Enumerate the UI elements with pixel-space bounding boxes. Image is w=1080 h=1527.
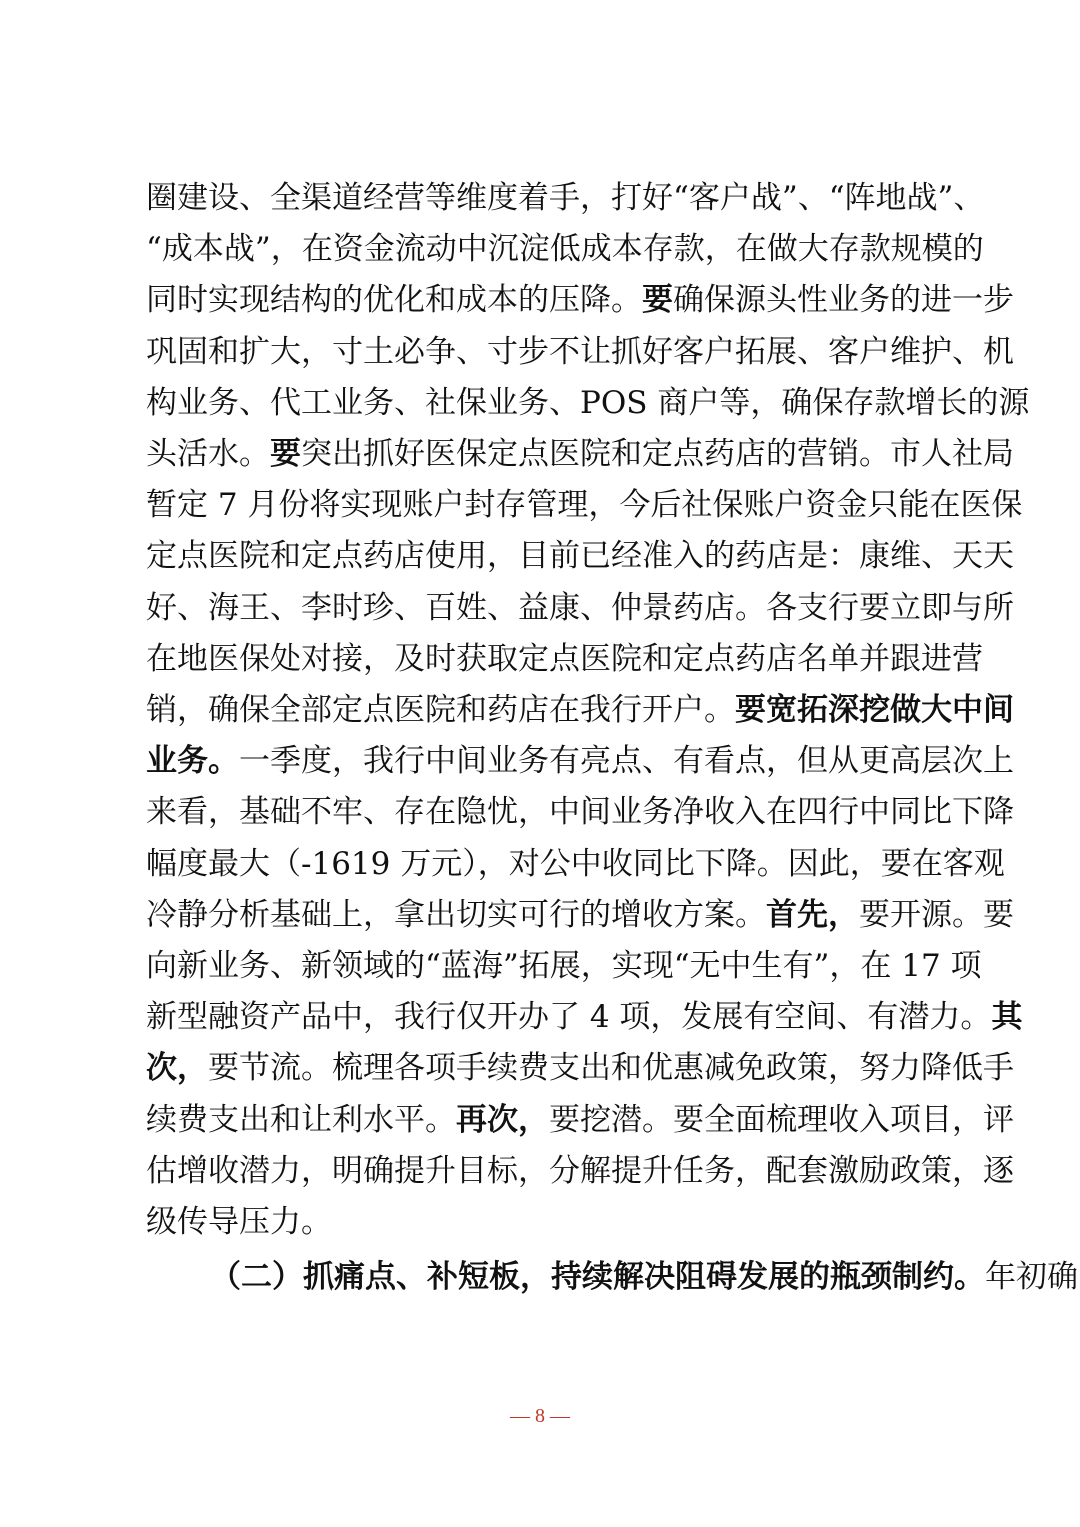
text-segment: 向新业务、新领域的“蓝海”拓展，实现“无中生有”，在 17 项 bbox=[146, 948, 982, 984]
text-line bbox=[146, 326, 1014, 378]
text-line bbox=[146, 633, 983, 685]
text-segment: 新型融资产品中，我行仅开办了 4 项，发展有空间、有潜力。 bbox=[146, 999, 992, 1036]
text-line bbox=[146, 786, 1014, 838]
text-line bbox=[146, 991, 1023, 1043]
text-segment: 一季度，我行中间业务有亮点、有看点，但从更高层次上 bbox=[239, 743, 1014, 780]
text-segment: 巩固和扩大，寸土必争、寸步不让抓好客户拓展、客户维护、机 bbox=[146, 333, 1014, 370]
page-number: — 8 — bbox=[510, 1405, 570, 1427]
bold-text-segment: 再次， bbox=[456, 1101, 549, 1138]
text-segment: 冷静分析基础上，拿出切实可行的增收方案。 bbox=[146, 896, 766, 933]
text-line bbox=[146, 428, 1014, 480]
text-segment: 幅度最大（-1619 万元），对公中收同比下降。因此，要在客观 bbox=[146, 845, 1005, 882]
text-line bbox=[146, 377, 1030, 429]
text-segment: 年初确 bbox=[985, 1259, 1078, 1296]
text-line bbox=[146, 1094, 1014, 1146]
text-segment: 销，确保全部定点医院和药店在我行开户。 bbox=[146, 692, 735, 728]
text-segment: 要节流。梳理各项手续费支出和优惠减免政策，努力降低手 bbox=[208, 1050, 1014, 1087]
text-segment: 头活水。 bbox=[146, 436, 270, 472]
bold-text-segment: 次， bbox=[146, 1050, 208, 1087]
text-line bbox=[146, 1042, 1014, 1094]
text-segment: 好、海王、李时珍、百姓、益康、仲景药店。各支行要立即与所 bbox=[146, 589, 1014, 626]
text-line bbox=[146, 479, 1023, 531]
bold-text-segment: 其 bbox=[991, 999, 1023, 1036]
text-segment: 估增收潜力，明确提升目标，分解提升任务，配套激励政策，逐 bbox=[146, 1152, 1014, 1189]
text-line bbox=[146, 735, 1014, 787]
text-line bbox=[146, 582, 1014, 634]
bold-text-segment: 首先， bbox=[766, 896, 859, 933]
text-segment: 要开源。要 bbox=[859, 896, 1014, 933]
bold-text-segment: 要 bbox=[642, 282, 673, 319]
text-line bbox=[146, 684, 1014, 736]
text-line bbox=[146, 889, 1014, 941]
text-segment: 在地医保处对接，及时获取定点医院和定点药店名单并跟进营 bbox=[146, 640, 983, 677]
text-segment: 要挖潜。要全面梳理收入项目，评 bbox=[549, 1101, 1014, 1138]
text-line bbox=[146, 838, 1005, 890]
text-line bbox=[210, 1251, 1078, 1303]
text-line bbox=[146, 940, 982, 992]
text-segment: 确保源头性业务的进一步 bbox=[673, 282, 1014, 319]
text-line bbox=[146, 1196, 946, 1248]
text-segment: 续费支出和让利水平。 bbox=[146, 1101, 456, 1138]
text-segment: 级传导压力。 bbox=[146, 1204, 332, 1240]
text-segment: 同时实现结构的优化和成本的压降。 bbox=[146, 282, 642, 319]
text-segment: 圈建设、全渠道经营等维度着手，打好“客户战”、“阵地战”、 bbox=[146, 180, 985, 216]
bold-text-segment: 要宽拓深挖做大中间 bbox=[735, 692, 1014, 728]
text-segment: 构业务、代工业务、社保业务、POS 商户等，确保存款增长的源 bbox=[146, 384, 1030, 421]
text-line bbox=[146, 274, 1014, 326]
text-segment: “成本战”，在资金流动中沉淀低成本存款，在做大存款规模的 bbox=[146, 231, 984, 268]
bold-text-segment: 业务。 bbox=[146, 743, 239, 780]
text-line bbox=[146, 530, 1014, 582]
text-segment: 定点医院和定点药店使用，目前已经准入的药店是：康维、天天 bbox=[146, 538, 1014, 575]
text-segment: 暂定 7 月份将实现账户封存管理，今后社保账户资金只能在医保 bbox=[146, 487, 1023, 524]
text-segment: 突出抓好医保定点医院和定点药店的营销。市人社局 bbox=[301, 436, 1014, 472]
text-line bbox=[146, 223, 984, 275]
bold-text-segment: （二）抓痛点、补短板，持续解决阻碍发展的瓶颈制约。 bbox=[210, 1259, 985, 1296]
bold-text-segment: 要 bbox=[270, 436, 301, 472]
text-line bbox=[146, 1145, 1014, 1197]
text-line bbox=[146, 172, 985, 224]
text-segment: 来看，基础不牢、存在隐忧，中间业务净收入在四行中同比下降 bbox=[146, 794, 1014, 831]
